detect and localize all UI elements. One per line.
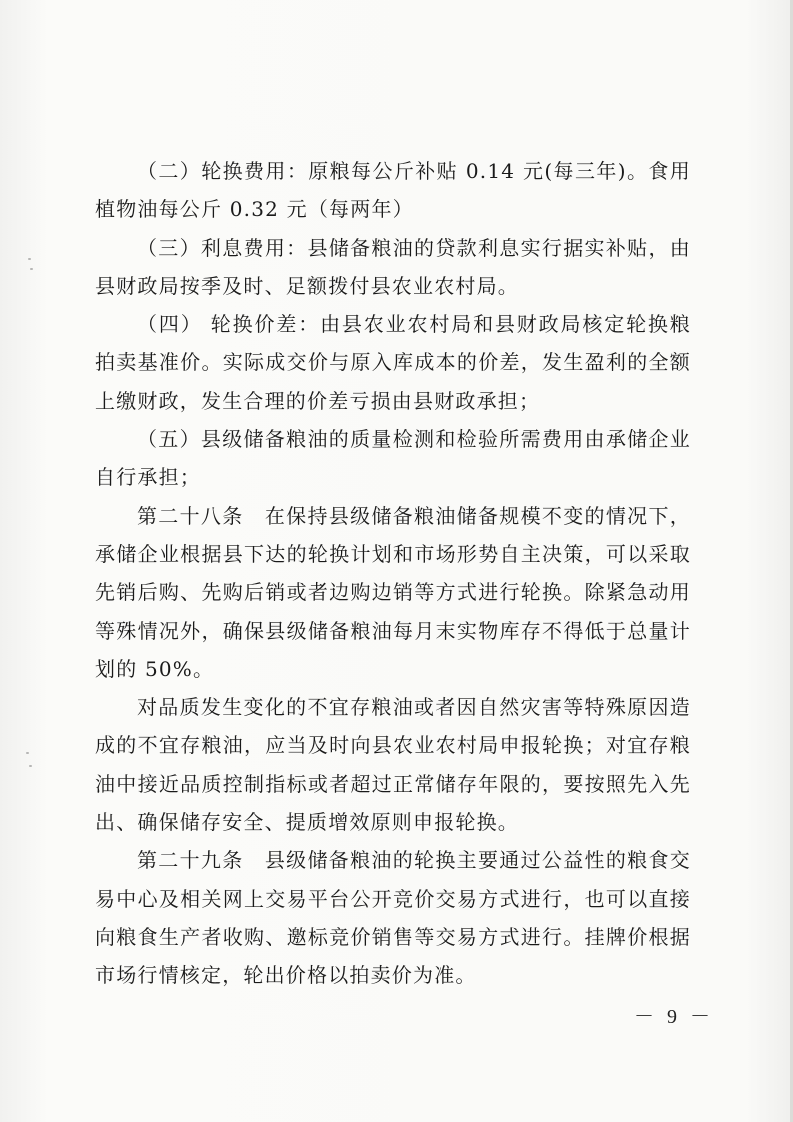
paragraph-article-29: 第二十九条 县级储备粮油的轮换主要通过公益性的粮食交易中心及相关网上交易平台公开竞价交易方式进行，也可以直接向粮食生产者收购、邀标竞价销售等交易方式进行。挂牌价根据市场行情核定，轮出价格以拍卖价为准。	[95, 848, 691, 988]
paragraph-rotation-price-difference: （四） 轮换价差：由县农业农村局和县财政局核定轮换粮拍卖基准价。实际成交价与原入库成本的价差，发生盈利的全额上缴财政，发生合理的价差亏损由县财政承担；	[95, 312, 691, 413]
scan-speck	[30, 268, 33, 270]
paragraph-quality-inspection-cost: （五）县级储备粮油的质量检测和检验所需费用由承储企业自行承担；	[95, 427, 691, 490]
paragraph-interest-cost: （三）利息费用：县储备粮油的贷款利息实行据实补贴，由县财政局按季及时、足额拨付县农业农村局。	[95, 235, 691, 298]
document-body	[95, 152, 691, 995]
scan-speck	[29, 765, 32, 767]
paragraph-rotation-cost: （二）轮换费用：原粮每公斤补贴 0.14 元(每三年)。食用植物油每公斤 0.32 元（每两年）	[95, 159, 691, 222]
scan-speck	[28, 258, 31, 260]
scan-speck	[26, 752, 29, 754]
paragraph-rotation-application: 对品质发生变化的不宜存粮油或者因自然灾害等特殊原因造成的不宜存粮油，应当及时向县农业农村局申报轮换；对宜存粮油中接近品质控制指标或者超过正常储存年限的，要按照先入先出、确保储存安全、提质增效原则申报轮换。	[95, 695, 691, 835]
paragraph-article-28: 第二十八条 在保持县级储备粮油储备规模不变的情况下，承储企业根据县下达的轮换计划和市场形势自主决策，可以采取先销后购、先购后销或者边购边销等方式进行轮换。除紧急动用等殊情况外，确保县级储备粮油每月末实物库存不得低于总量计划的 50%。	[95, 503, 691, 681]
page-number: － 9 －	[634, 1006, 714, 1028]
